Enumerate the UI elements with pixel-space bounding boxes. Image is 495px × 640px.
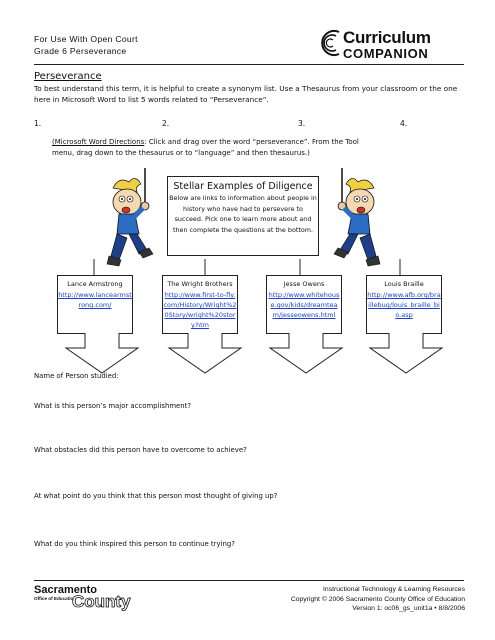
person-name: The Wright Brothers [167,280,233,288]
person-link[interactable]: http://www.lancearmstrong.com/ [58,291,132,309]
person-link[interactable]: http://www.first-to-fly.com/History/Wright%20Story/wright%20story.htm [163,291,237,329]
synonym-number-2: 2. [162,119,170,128]
question-inspiration: What do you think inspired this person to continue trying? [34,540,235,548]
sac-logo-word-1: Sacramento [34,584,97,596]
logo-word-companion: COMPANION [343,46,429,61]
person-name: Jesse Owens [283,280,325,288]
person-link[interactable]: http://www.whitehouse.gov/kids/dreamteam/jesseowens.html [268,291,340,319]
down-arrow-icon [169,333,241,373]
down-arrow-icon [270,333,342,373]
down-arrow-icon [370,333,442,373]
footer-rule [34,580,464,581]
sac-logo-sub: Office of Education [34,596,77,601]
question-giving-up: At what point do you think that this person most thought of giving up? [34,492,278,500]
header-line-2: Grade 6 Perseverance [34,46,127,56]
logo-word-curriculum: Curriculum [343,28,431,47]
footer-line-1: Instructional Technology & Learning Resources [323,586,465,593]
stellar-heading: Stellar Examples of Diligence [173,181,313,192]
directions-label: (Microsoft Word Directions [52,138,145,146]
down-arrow-icon [66,333,138,373]
person-name: Louis Braille [384,280,424,288]
intro-text: To best understand this term, it is helpful to create a synonym list. Use a Thesaurus from your classroom or the one here in Microsoft Word to list 5 words related to “Perseverance”. [34,84,458,104]
synonym-number-4: 4. [400,119,408,128]
header-line-1: For Use With Open Court [34,34,138,44]
stellar-body: Below are links to information about people in history who have had to persevere to succeed. Pick one to learn more about and then complete the questions at the bottom. [169,194,317,234]
question-accomplishment: What is this person’s major accomplishment? [34,402,191,410]
synonym-number-1: 1. [34,119,42,128]
person-link[interactable]: http://www.afb.org/braillebug/louis_braille_bio.asp [367,291,441,319]
sac-logo-word-2: County [72,592,131,611]
directions-text: : Click and drag over the word “perseverance”. From the Tool menu, drag down to the thesaurus or to “language” and then thesaurus.) [52,138,359,157]
section-title: Perseverance [34,71,102,82]
synonym-number-3: 3. [298,119,306,128]
footer-text [291,585,465,614]
person-name: Lance Armstrong [67,280,123,288]
question-obstacles: What obstacles did this person have to overcome to achieve? [34,446,247,454]
sacramento-county-logo [34,584,154,614]
footer-line-2: Copyright © 2006 Sacramento County Office of Education [290,595,465,603]
question-person-studied: Name of Person studied: [34,372,119,380]
footer-line-3: Version 1: oc06_gs_unit1a • 8/8/2006 [352,605,465,612]
